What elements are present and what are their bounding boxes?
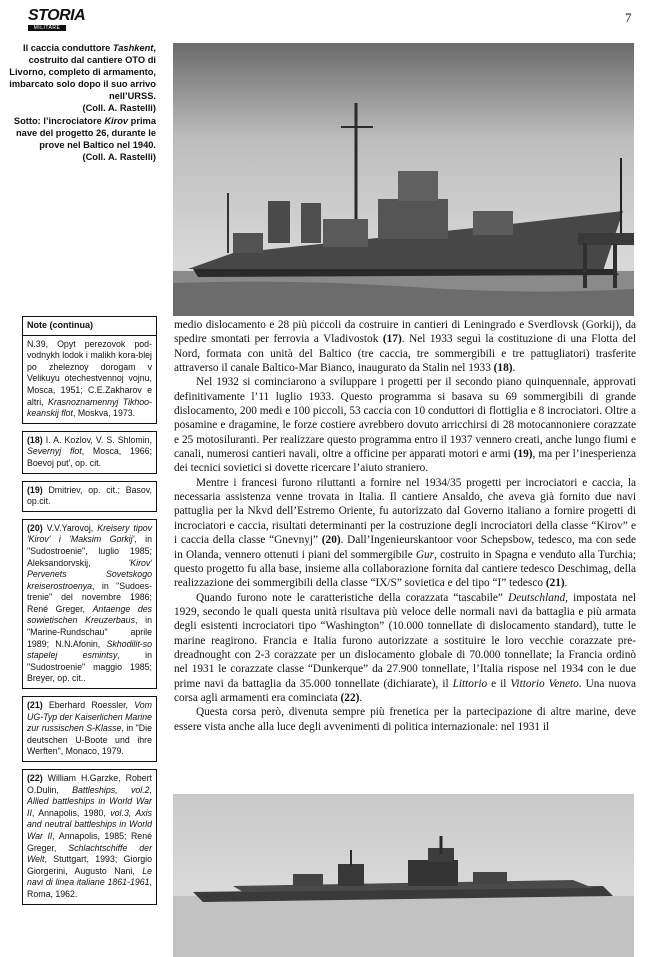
notes-sidebar bbox=[22, 316, 157, 905]
body-paragraph: Mentre i francesi furono riluttanti a fornire nel 1934/35 progetti per incrociatori e caccia, la necessaria assistenza venne trovata in Italia. Il cantiere Ansaldo, che aveva già fornito due navi pattuglia per la Nkvd dell’Estremo Oriente, fu autorizzato dal Governo italiano a fornire progetti di incrociatori e caccia, risultati determinanti per la costruzione degli incrociatori della classe “Kirov” e i caccia della classe “Gnevnyj” (20). Dall’Ingenieurskantoor voor Schepsbow, tedesco, ma con sede in Olanda, vennero ottenuti i piani del sommergibile Gur, costruito in Spagna e venduto alla Turchia; questo progetto fu alla base, insieme alla collaborazione fornita dal cantiere tedesco Deschimag, della realizzazione dei sommergibili della classe “IX/S” sovietica e del tipo “I” tedesco (21). bbox=[174, 476, 636, 590]
logo-subtitle: MILITARE bbox=[28, 25, 66, 31]
notes-title: Note (continua) bbox=[22, 316, 157, 335]
body-paragraph: Nel 1932 si cominciarono a sviluppare i progetti per il secondo piano quinquennale, approvati definitivamente l’11 luglio 1933. Questo programma si basava su 69 sommergibili di grande dislocamento, 200 medi e 100 piccoli, 53 caccia con 10 conduttori di flottiglia e 8 incrociatori. Oltre a posamine e dragamine, le forze costiere avrebbero dovuto arricchirsi di 28 motocannoniere corazzate e 25 motosiluranti. Per realizzare questo programma entro il 1937 vennero creati, anche lungo fiumi e canali, numerosi cantieri navali, oltre a officine per apparati motori e armi (19), ma per l’inesperienza dei tecnici sovietici si dovette ricercare l’aiuto straniero. bbox=[174, 376, 637, 475]
magazine-logo bbox=[28, 7, 86, 31]
body-paragraph: Quando furono note le caratteristiche della corazzata “tascabile” Deutschland, impostata nel 1929, secondo le quali questa unità risultava più veloce delle normali navi da battaglia e più armata degli esistenti incrociatori tipo “Washington” (10.000 tonnellate di dislocamento standard), tutte le marine reagirono. Francia e Italia furono autorizzate a sostituire le loro vecchie corazzate pre-dreadnought con 2-3 corazzate per un dislocamento globale di 70.000 tonnellate; la Francia ordinò nel 1931 le corazzate classe “Dunkerque” da 27.900 tonnellate, l’Italia rispose nel 1934 con le due prime navi da battaglia da 35.000 tonnellate (dichiarate), il Littorio e il Vittorio Veneto. Una nuova corsa agli armamenti era cominciata (22). bbox=[174, 591, 636, 704]
logo-title: STORIA bbox=[28, 7, 86, 24]
caption-kirov: Sotto: l’incrociatore Kirov prima nave del progetto 26, durante le prove nel Baltico nel 1940. (Coll. A. Rastelli) bbox=[8, 115, 156, 163]
note-18: (18) I. A. Kozlov, V. S. Shlomin, Severnyj flot, Mosca, 1966; Boevoj put', op. cit. bbox=[22, 431, 157, 474]
photo-kirov-cruiser bbox=[173, 794, 634, 957]
body-paragraph: medio dislocamento e 28 più piccoli da costruire in cantieri di Leningrado e Sverdlovsk (Gorkij), da spedire smontati per ferrovia a Vladivostok (17). Nel 1933 seguì la costituzione di una Flotta del Nord, formata con unità del Baltico (tre caccia, tre sommergibili e tre pattugliatori) trasferite attraverso il canale Baltico-Mar Bianco, inaugurato da Stalin nel 1933 (18). bbox=[174, 319, 636, 375]
body-paragraph: Questa corsa però, divenuta sempre più frenetica per la partecipazione di altre marine, deve essere vista anche alla luce degli avvenimenti di politica internazionale: nel 1931 il bbox=[174, 706, 636, 733]
page-number: 7 bbox=[625, 10, 632, 25]
article-body bbox=[174, 318, 636, 734]
caption-credit: (Coll. A. Rastelli) bbox=[82, 103, 156, 114]
caption-credit: (Coll. A. Rastelli) bbox=[82, 151, 156, 162]
note-22: (22) William H.Garzke, Robert O.Dulin, Battleships, vol.2, Allied battleships in World War II, Annapolis, 1980, vol.3, Axis and neutral battleships in World War II, Annapolis, 1985; René Greger, Schlachtschiffe der Welt, Stuttgart, 1993; Giorgio Giorgerini, Augusto Nani, Le navi di linea italiane 1861-1961, Roma, 1962. bbox=[22, 769, 157, 905]
caption-tashkent: Il caccia conduttore Tashkent, costruito dal cantiere OTO di Livorno, completo di armamento, imbarcato solo dopo il suo arrivo nell’URSS. (Coll. A. Rastelli) bbox=[9, 43, 156, 114]
photo-caption bbox=[8, 42, 156, 163]
note-21: (21) Eberhard Roessler, Vom UG-Typ der Kaiserlichen Marine zur russischen S-Klasse, in "Die deutschen U-Boote und ihre Werften", Monaco, 1979. bbox=[22, 696, 157, 762]
note-continued: N.39, Opyt perezovok pod-vodnykh lodok i malikh kora-blej po zheleznoy dorogam v Velikuyu otechestvennoj vojnu, Mosca, 1951; C.E.Zakharov e altri, Krasnoznamennyj Tikhoo-keanskij flot, Moskva, 1973. bbox=[22, 335, 157, 424]
photo-tashkent-destroyer bbox=[173, 43, 634, 316]
note-20: (20) V.V.Yarovoj, Kreisery tipov 'Kirov' i 'Maksim Gorkij', in "Sudostroenie", luglio 1985; Aleksandorvskij, 'Kirov' Pervenets Sovetskogo kreiserostroenya, in "Sudoes-trenie" del novembre 1986; René Greger, Antaenge des sowietischen Kreuzerbaus, in "Marine-Rundschau" aprile 1989; N.N.Afonin, Skhodilit-so stapelej esmintsy, in "Sudostroenie" maggio 1985; Breyer, op. cit.. bbox=[22, 519, 157, 689]
note-19: (19) Dmitriev, op. cit.; Basov, op.cit. bbox=[22, 481, 157, 512]
